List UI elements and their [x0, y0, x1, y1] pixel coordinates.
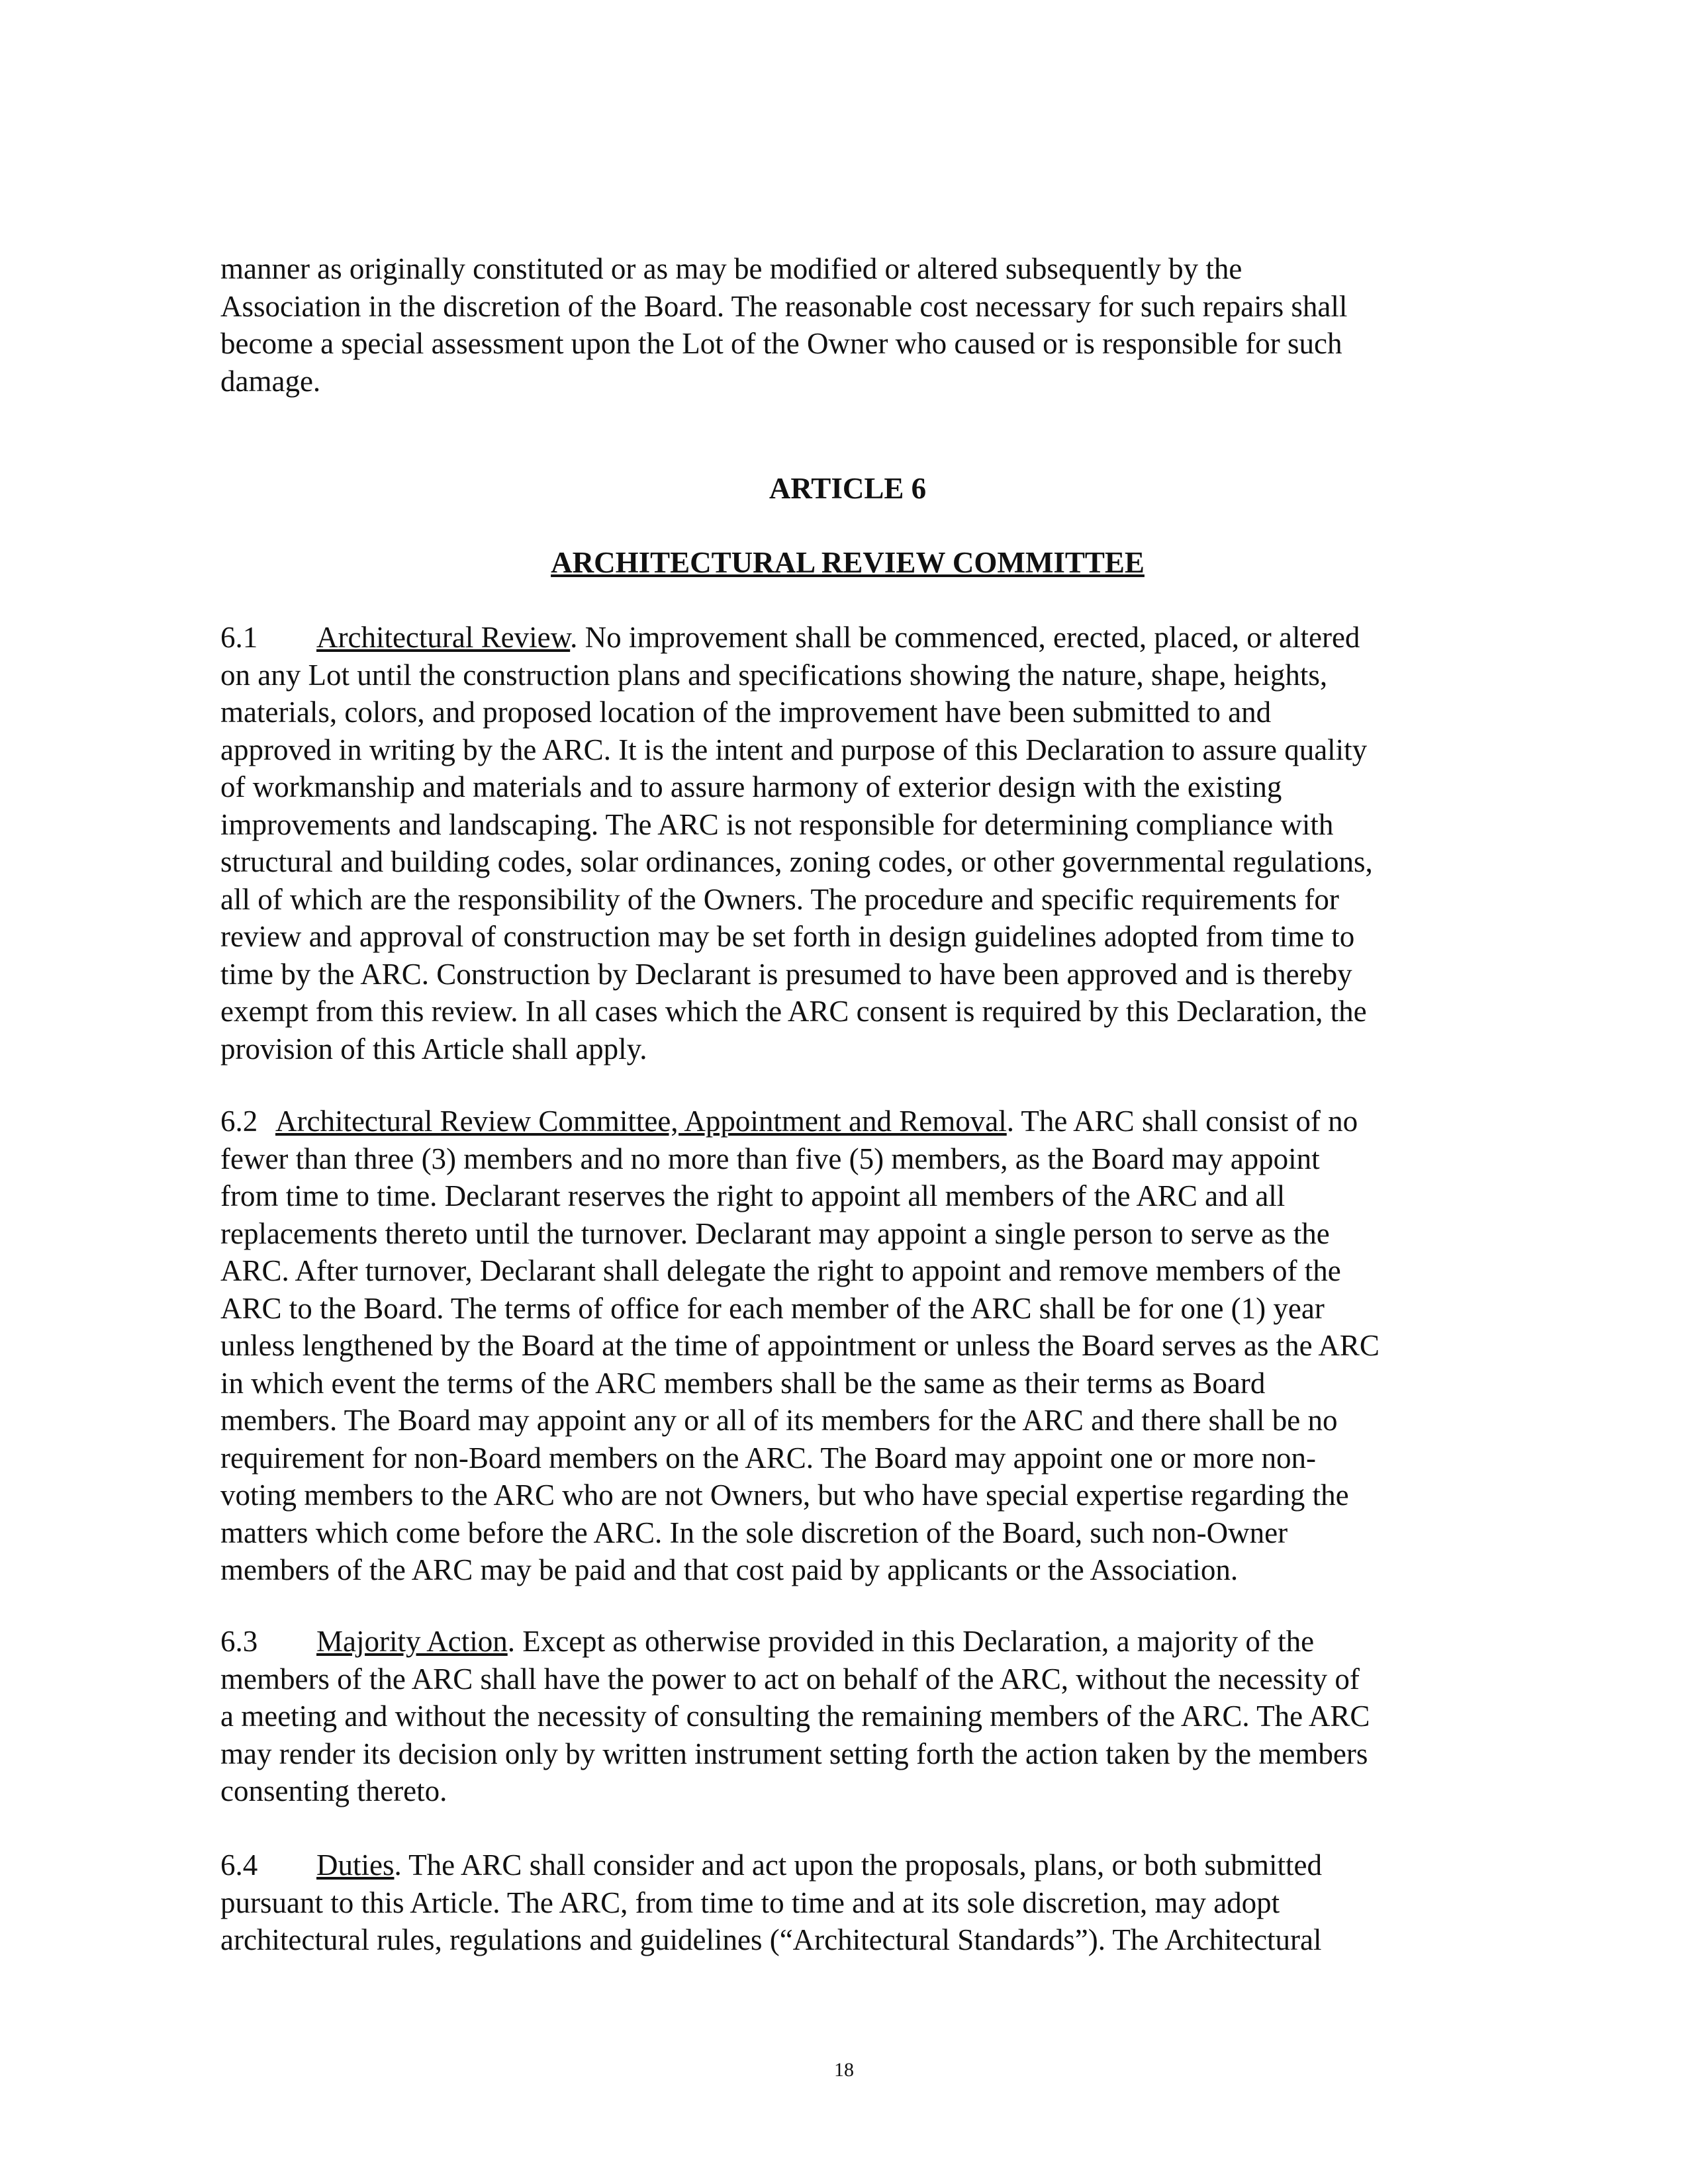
section-6-4	[220, 1846, 1475, 1959]
section-title: Majority Action	[316, 1625, 508, 1658]
section-6-3	[220, 1623, 1475, 1810]
section-line: voting members to the ARC who are not Owners, but who have special expertise regarding the	[220, 1479, 1349, 1512]
opening-line: Association in the discretion of the Board. The reasonable cost necessary for such repairs shall	[220, 289, 1348, 323]
section-first-line: . The ARC shall consist of no	[1006, 1105, 1358, 1138]
section-line: provision of this Article shall apply.	[220, 1032, 647, 1066]
section-line: a meeting and without the necessity of consulting the remaining members of the ARC. The ARC	[220, 1700, 1370, 1733]
opening-line: damage.	[220, 364, 321, 398]
section-title: Duties	[316, 1848, 395, 1882]
opening-paragraph	[220, 250, 1475, 400]
section-line: fewer than three (3) members and no more than five (5) members, as the Board may appoint	[220, 1142, 1320, 1175]
section-line: approved in writing by the ARC. It is the intent and purpose of this Declaration to assure quality	[220, 733, 1368, 766]
section-line: review and approval of construction may be set forth in design guidelines adopted from time to	[220, 920, 1355, 953]
opening-line: manner as originally constituted or as may be modified or altered subsequently by the	[220, 252, 1243, 285]
section-number: 6.2	[220, 1105, 258, 1138]
opening-line: become a special assessment upon the Lot of the Owner who caused or is responsible for such	[220, 327, 1342, 360]
section-line: materials, colors, and proposed location of the improvement have been submitted to and	[220, 696, 1272, 729]
section-number: 6.4	[220, 1848, 258, 1882]
section-line: time by the ARC. Construction by Declarant is presumed to have been approved and is thereby	[220, 957, 1352, 991]
section-first-line: . The ARC shall consider and act upon the proposals, plans, or both submitted	[394, 1848, 1322, 1882]
section-line: exempt from this review. In all cases which the ARC consent is required by this Declaration, the	[220, 995, 1367, 1028]
page-number: 18	[834, 2059, 854, 2081]
section-6-1	[220, 619, 1475, 1068]
section-line: ARC to the Board. The terms of office for each member of the ARC shall be for one (1) year	[220, 1291, 1325, 1325]
section-line: of workmanship and materials and to assure harmony of exterior design with the existing	[220, 770, 1282, 803]
section-first-line: . No improvement shall be commenced, erected, placed, or altered	[570, 621, 1360, 654]
section-line: unless lengthened by the Board at the time of appointment or unless the Board serves as the ARC	[220, 1329, 1380, 1362]
section-line: all of which are the responsibility of the Owners. The procedure and specific requirements for	[220, 882, 1339, 916]
section-title: Architectural Review	[316, 621, 571, 654]
section-line: structural and building codes, solar ordinances, zoning codes, or other governmental regulations,	[220, 845, 1373, 878]
section-line: members of the ARC shall have the power to act on behalf of the ARC, without the necessity of	[220, 1662, 1360, 1696]
section-title: Architectural Review Committee, Appointment and Removal	[275, 1105, 1007, 1138]
section-line: architectural rules, regulations and guidelines (“Architectural Standards”). The Architectural	[220, 1923, 1322, 1956]
article-number: ARTICLE 6	[769, 472, 927, 505]
section-line: on any Lot until the construction plans and specifications showing the nature, shape, heights,	[220, 658, 1328, 692]
section-line: replacements thereto until the turnover. Declarant may appoint a single person to serve as the	[220, 1216, 1330, 1250]
section-line: consenting thereto.	[220, 1774, 447, 1807]
section-line: from time to time. Declarant reserves the right to appoint all members of the ARC and all	[220, 1179, 1286, 1212]
section-line: members. The Board may appoint any or all of its members for the ARC and there shall be no	[220, 1404, 1338, 1437]
section-line: ARC. After turnover, Declarant shall delegate the right to appoint and remove members of the	[220, 1254, 1341, 1287]
section-line: may render its decision only by written instrument setting forth the action taken by the members	[220, 1737, 1368, 1770]
article-heading: ARCHITECTURAL REVIEW COMMITTEE	[551, 546, 1145, 579]
section-line: pursuant to this Article. The ARC, from time to time and at its sole discretion, may adopt	[220, 1886, 1280, 1919]
section-line: members of the ARC may be paid and that cost paid by applicants or the Association.	[220, 1553, 1239, 1586]
section-line: in which event the terms of the ARC members shall be the same as their terms as Board	[220, 1366, 1266, 1400]
section-first-line: . Except as otherwise provided in this Declaration, a majority of the	[507, 1625, 1315, 1658]
section-6-2	[220, 1103, 1475, 1589]
section-number: 6.1	[220, 621, 258, 654]
section-line: requirement for non-Board members on the ARC. The Board may appoint one or more non-	[220, 1441, 1317, 1475]
section-line: improvements and landscaping. The ARC is not responsible for determining compliance with	[220, 807, 1334, 841]
section-number: 6.3	[220, 1625, 258, 1658]
section-line: matters which come before the ARC. In the sole discretion of the Board, such non-Owner	[220, 1516, 1288, 1549]
